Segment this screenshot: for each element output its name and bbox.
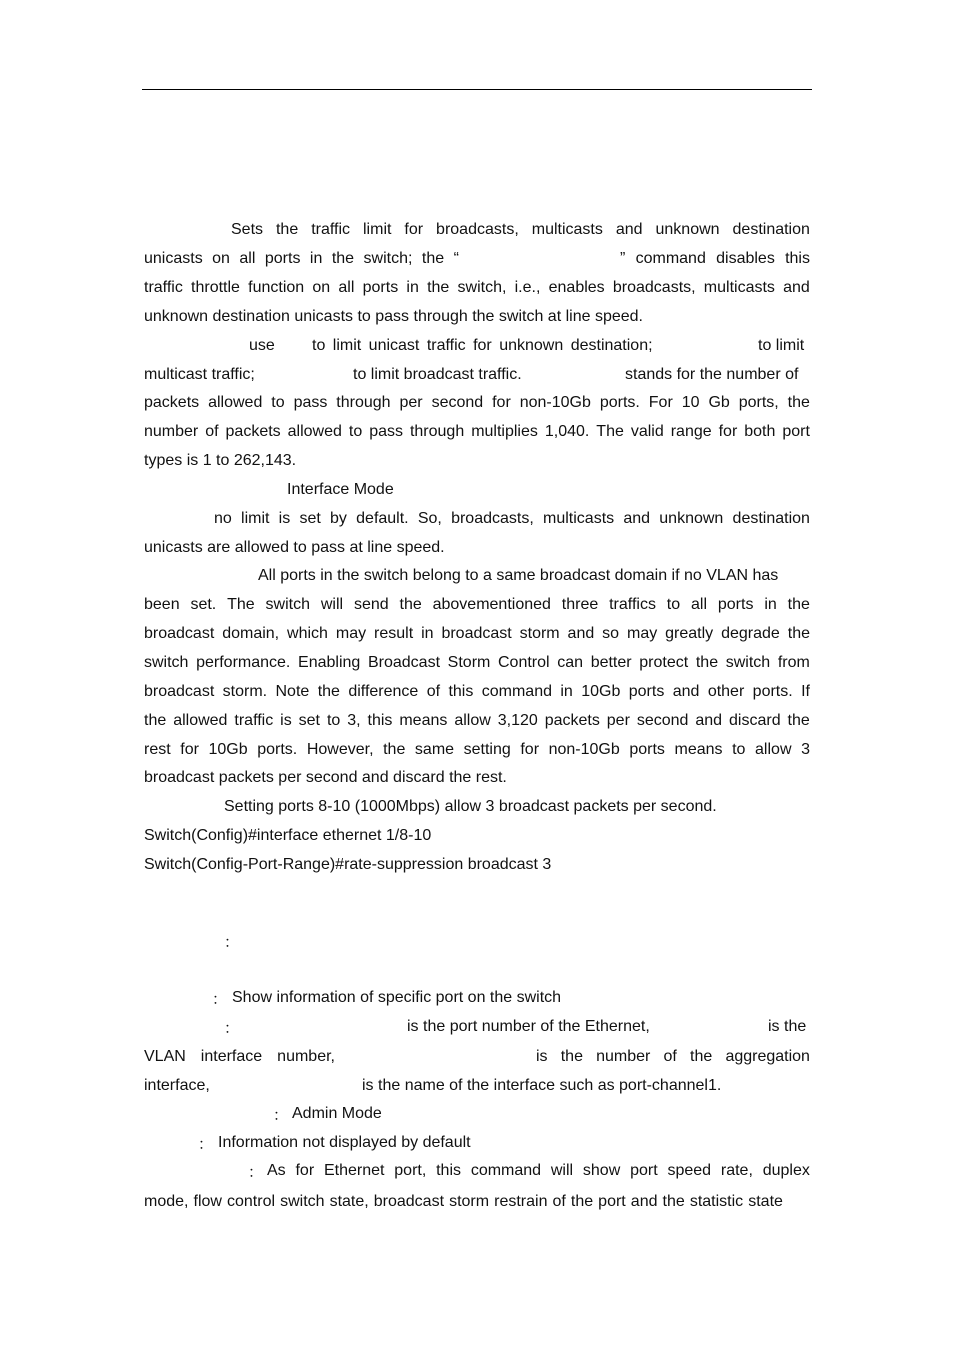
text-line bbox=[144, 740, 810, 760]
word: limit bbox=[241, 510, 270, 527]
word: number, bbox=[277, 1048, 335, 1065]
word: will bbox=[550, 1162, 574, 1179]
word: duplex bbox=[762, 1162, 810, 1179]
text-line bbox=[144, 711, 810, 731]
text-line bbox=[267, 1161, 810, 1181]
word: broadcasts, bbox=[436, 221, 519, 238]
word: storm. bbox=[222, 683, 268, 700]
word: The bbox=[596, 423, 624, 440]
word: unicasts bbox=[144, 250, 203, 267]
word: packets bbox=[544, 712, 600, 729]
word: of bbox=[205, 423, 219, 440]
word: to bbox=[666, 596, 681, 613]
word: in bbox=[421, 625, 434, 642]
word: the bbox=[787, 596, 810, 613]
text-fragment: to limit unicast traffic for unknown destination; bbox=[312, 337, 653, 354]
word: Sets bbox=[231, 221, 264, 238]
word: and bbox=[567, 625, 595, 642]
word: ports bbox=[628, 683, 665, 700]
word: will bbox=[320, 596, 344, 613]
word: storm bbox=[519, 625, 560, 642]
word: difference bbox=[348, 683, 419, 700]
word: ports. bbox=[752, 683, 793, 700]
word: ports bbox=[362, 279, 399, 296]
word: on bbox=[312, 279, 331, 296]
word: i.e., bbox=[514, 279, 541, 296]
example-command: Switch(Config)#interface ethernet 1/8-10 bbox=[144, 827, 432, 844]
word: Gb bbox=[708, 394, 730, 411]
text-line bbox=[144, 624, 810, 644]
default-text: Information not displayed by default bbox=[218, 1134, 471, 1151]
word: broadcasts, bbox=[612, 279, 696, 296]
command-mode: Admin Mode bbox=[292, 1105, 382, 1122]
word: ports bbox=[264, 250, 301, 267]
word: set bbox=[298, 712, 320, 729]
word: Ethernet bbox=[323, 1162, 385, 1179]
word: second bbox=[431, 394, 484, 411]
word: interface bbox=[200, 1048, 263, 1065]
text-line bbox=[144, 393, 810, 413]
text-fragment: use bbox=[249, 337, 275, 354]
word: in bbox=[764, 596, 777, 613]
word: second bbox=[636, 712, 689, 729]
word: is bbox=[280, 712, 292, 729]
word: The bbox=[227, 596, 255, 613]
word: and bbox=[695, 712, 723, 729]
word: set. bbox=[190, 596, 217, 613]
word: switch bbox=[725, 654, 771, 671]
word: For bbox=[648, 394, 673, 411]
example-description: Setting ports 8-10 (1000Mbps) allow 3 broadcast packets per second. bbox=[224, 798, 717, 815]
word: the bbox=[383, 741, 406, 758]
word: multicasts bbox=[703, 279, 775, 296]
word: the bbox=[560, 1048, 583, 1065]
word: and bbox=[623, 510, 651, 527]
word: per bbox=[399, 394, 423, 411]
word: Storm bbox=[447, 654, 491, 671]
word: limit bbox=[363, 221, 392, 238]
word: means bbox=[674, 741, 723, 758]
word: number bbox=[596, 1048, 651, 1065]
word: the bbox=[399, 596, 422, 613]
word: default. bbox=[356, 510, 409, 527]
word: in bbox=[560, 683, 573, 700]
word: degrade bbox=[721, 625, 780, 642]
word: If bbox=[801, 683, 810, 700]
word: can bbox=[557, 654, 584, 671]
function-text: Show information of specific port on the switch bbox=[232, 989, 562, 1006]
header-rule bbox=[142, 89, 812, 90]
word: ports. bbox=[599, 394, 640, 411]
word: broadcasts, bbox=[451, 510, 534, 527]
word: unknown bbox=[655, 221, 720, 238]
text-fragment: interface, bbox=[144, 1077, 210, 1094]
word: through bbox=[409, 423, 465, 440]
word: command bbox=[470, 1162, 542, 1179]
word: send bbox=[353, 596, 389, 613]
word: of bbox=[663, 1048, 677, 1065]
word: allowed bbox=[287, 423, 342, 440]
word: this bbox=[785, 250, 810, 267]
word: this bbox=[436, 1162, 461, 1179]
text-fragment: to limit broadcast traffic. bbox=[353, 366, 522, 383]
text-line bbox=[144, 278, 810, 298]
colon-mark: ： bbox=[212, 991, 228, 1008]
word: port, bbox=[394, 1162, 427, 1179]
word: result bbox=[374, 625, 414, 642]
word: and bbox=[783, 279, 810, 296]
word: this bbox=[367, 712, 393, 729]
colon-mark: ： bbox=[224, 1020, 240, 1037]
word: allow bbox=[755, 741, 792, 758]
word: broadcast bbox=[441, 625, 512, 642]
text-line bbox=[144, 422, 810, 442]
word: for bbox=[404, 221, 424, 238]
word: other bbox=[707, 683, 745, 700]
colon-mark: ： bbox=[248, 1164, 264, 1181]
word: 3,120 bbox=[497, 712, 538, 729]
word: throttle bbox=[191, 279, 240, 296]
text-fragment: multicast traffic; bbox=[144, 366, 255, 383]
text-line: types is 1 to 262,143. bbox=[144, 452, 297, 469]
text-fragment: is the port number of the Ethernet, bbox=[407, 1018, 650, 1035]
word: destination bbox=[732, 510, 810, 527]
word: the bbox=[144, 712, 167, 729]
word: traffic bbox=[311, 221, 351, 238]
text-line bbox=[231, 220, 810, 240]
word: enables bbox=[548, 279, 605, 296]
text-fragment: to limit bbox=[758, 337, 805, 354]
word: in bbox=[406, 279, 419, 296]
word: both bbox=[744, 423, 776, 440]
word: multiplies bbox=[471, 423, 538, 440]
word: function bbox=[248, 279, 305, 296]
word: this bbox=[448, 683, 474, 700]
word: command bbox=[481, 683, 552, 700]
word: 1,040. bbox=[544, 423, 590, 440]
word: to bbox=[348, 423, 363, 440]
word: domain, bbox=[222, 625, 280, 642]
text-fragment: stands for the number of bbox=[625, 366, 799, 383]
word: the bbox=[317, 683, 340, 700]
word: number bbox=[144, 423, 199, 440]
word: aggregation bbox=[725, 1048, 810, 1065]
word: greatly bbox=[665, 625, 714, 642]
word: rate, bbox=[720, 1162, 753, 1179]
word: of bbox=[426, 683, 441, 700]
word: may bbox=[627, 625, 658, 642]
word: switch bbox=[144, 654, 189, 671]
example-command: Switch(Config-Port-Range)#rate-suppression broadcast 3 bbox=[144, 856, 552, 873]
word: for bbox=[295, 1162, 315, 1179]
word: set bbox=[299, 510, 321, 527]
word: all bbox=[239, 250, 256, 267]
word: the bbox=[787, 625, 810, 642]
word: so bbox=[602, 625, 620, 642]
word: traffics bbox=[609, 596, 656, 613]
word: all bbox=[338, 279, 355, 296]
text-line: unknown destination unicasts to pass through the switch at line speed. bbox=[144, 308, 643, 325]
word: switch, bbox=[457, 279, 507, 296]
word: 3 bbox=[801, 741, 810, 758]
word: pass bbox=[369, 423, 403, 440]
word: ports, bbox=[738, 394, 779, 411]
word: discard bbox=[729, 712, 781, 729]
text-fragment: is the name of the interface such as port-channel1. bbox=[362, 1077, 722, 1094]
word: means bbox=[399, 712, 448, 729]
word: the bbox=[787, 712, 810, 729]
word: allowed bbox=[173, 712, 228, 729]
word: traffic bbox=[144, 279, 183, 296]
word: the bbox=[421, 250, 445, 267]
word: 10 bbox=[681, 394, 700, 411]
word: Note bbox=[275, 683, 310, 700]
word: VLAN bbox=[144, 1048, 186, 1065]
word: range bbox=[670, 423, 712, 440]
word: Control bbox=[498, 654, 550, 671]
word: port bbox=[782, 423, 810, 440]
word: to bbox=[326, 712, 341, 729]
word: the bbox=[787, 394, 810, 411]
word: multicasts bbox=[531, 221, 603, 238]
word: command bbox=[635, 250, 706, 267]
word: is bbox=[278, 510, 291, 527]
text-line bbox=[144, 595, 810, 615]
word: which bbox=[287, 625, 328, 642]
word: destination bbox=[732, 221, 810, 238]
word: However, bbox=[306, 741, 374, 758]
text-line: unicasts are allowed to pass at line speed. bbox=[144, 539, 445, 556]
word: broadcast bbox=[144, 625, 215, 642]
word: the bbox=[695, 654, 719, 671]
word: switch bbox=[265, 596, 310, 613]
colon-mark: ： bbox=[198, 1136, 214, 1153]
word: on bbox=[212, 250, 230, 267]
word: packets bbox=[225, 423, 281, 440]
word: switch; bbox=[363, 250, 413, 267]
word: performance. bbox=[196, 654, 291, 671]
word: So, bbox=[417, 510, 442, 527]
colon-mark: ： bbox=[224, 934, 240, 951]
word: through bbox=[336, 394, 391, 411]
word: allow bbox=[454, 712, 491, 729]
word: Enabling bbox=[298, 654, 361, 671]
text-line: mode, flow control switch state, broadcast storm restrain of the port and the statistic state bbox=[144, 1193, 783, 1210]
word: “ bbox=[453, 250, 459, 267]
word: speed bbox=[667, 1162, 712, 1179]
word: ports. bbox=[257, 741, 298, 758]
word: disables bbox=[716, 250, 775, 267]
word: for bbox=[492, 394, 511, 411]
word: Broadcast bbox=[367, 654, 441, 671]
word: non-10Gb bbox=[519, 394, 591, 411]
word: for bbox=[180, 741, 199, 758]
text-line bbox=[144, 653, 810, 673]
word: all bbox=[691, 596, 708, 613]
word: packets bbox=[144, 394, 200, 411]
word: 3, bbox=[347, 712, 361, 729]
word: show bbox=[582, 1162, 621, 1179]
word: ports bbox=[629, 741, 665, 758]
word: for bbox=[718, 423, 738, 440]
word: is bbox=[536, 1048, 548, 1065]
word: protect bbox=[639, 654, 689, 671]
word: unknown bbox=[659, 510, 724, 527]
word: setting bbox=[463, 741, 511, 758]
word: and bbox=[672, 683, 700, 700]
colon-mark: ： bbox=[273, 1107, 289, 1124]
word: the bbox=[427, 279, 450, 296]
word: three bbox=[561, 596, 599, 613]
word: no bbox=[214, 510, 232, 527]
word: for bbox=[520, 741, 540, 758]
command-mode: Interface Mode bbox=[287, 481, 394, 498]
word: 10Gb bbox=[581, 683, 621, 700]
word: may bbox=[335, 625, 367, 642]
word: 10Gb bbox=[208, 741, 248, 758]
word: the bbox=[275, 221, 299, 238]
word: ” bbox=[620, 250, 626, 267]
word: the bbox=[690, 1048, 713, 1065]
word: better bbox=[590, 654, 632, 671]
word: by bbox=[330, 510, 347, 527]
word: in bbox=[309, 250, 323, 267]
word: allowed bbox=[208, 394, 263, 411]
word: per bbox=[606, 712, 630, 729]
word: and bbox=[615, 221, 643, 238]
word: As bbox=[267, 1162, 286, 1179]
text-fragment: is the bbox=[768, 1018, 807, 1035]
word: valid bbox=[630, 423, 664, 440]
word: to bbox=[732, 741, 746, 758]
text-line bbox=[144, 682, 810, 702]
text-line: broadcast packets per second and discard the rest. bbox=[144, 769, 507, 786]
word: traffic bbox=[234, 712, 274, 729]
text-line: All ports in the switch belong to a same broadcast domain if no VLAN has bbox=[258, 567, 779, 584]
word: from bbox=[777, 654, 810, 671]
word: same bbox=[414, 741, 455, 758]
word: multicasts bbox=[543, 510, 615, 527]
word: rest bbox=[144, 741, 171, 758]
word: ports bbox=[717, 596, 754, 613]
word: abovementioned bbox=[432, 596, 551, 613]
word: port bbox=[630, 1162, 658, 1179]
word: broadcast bbox=[144, 683, 215, 700]
word: the bbox=[331, 250, 355, 267]
word: to bbox=[271, 394, 285, 411]
word: been bbox=[144, 596, 180, 613]
word: non-10Gb bbox=[548, 741, 620, 758]
word: pass bbox=[293, 394, 328, 411]
text-line bbox=[214, 509, 810, 529]
